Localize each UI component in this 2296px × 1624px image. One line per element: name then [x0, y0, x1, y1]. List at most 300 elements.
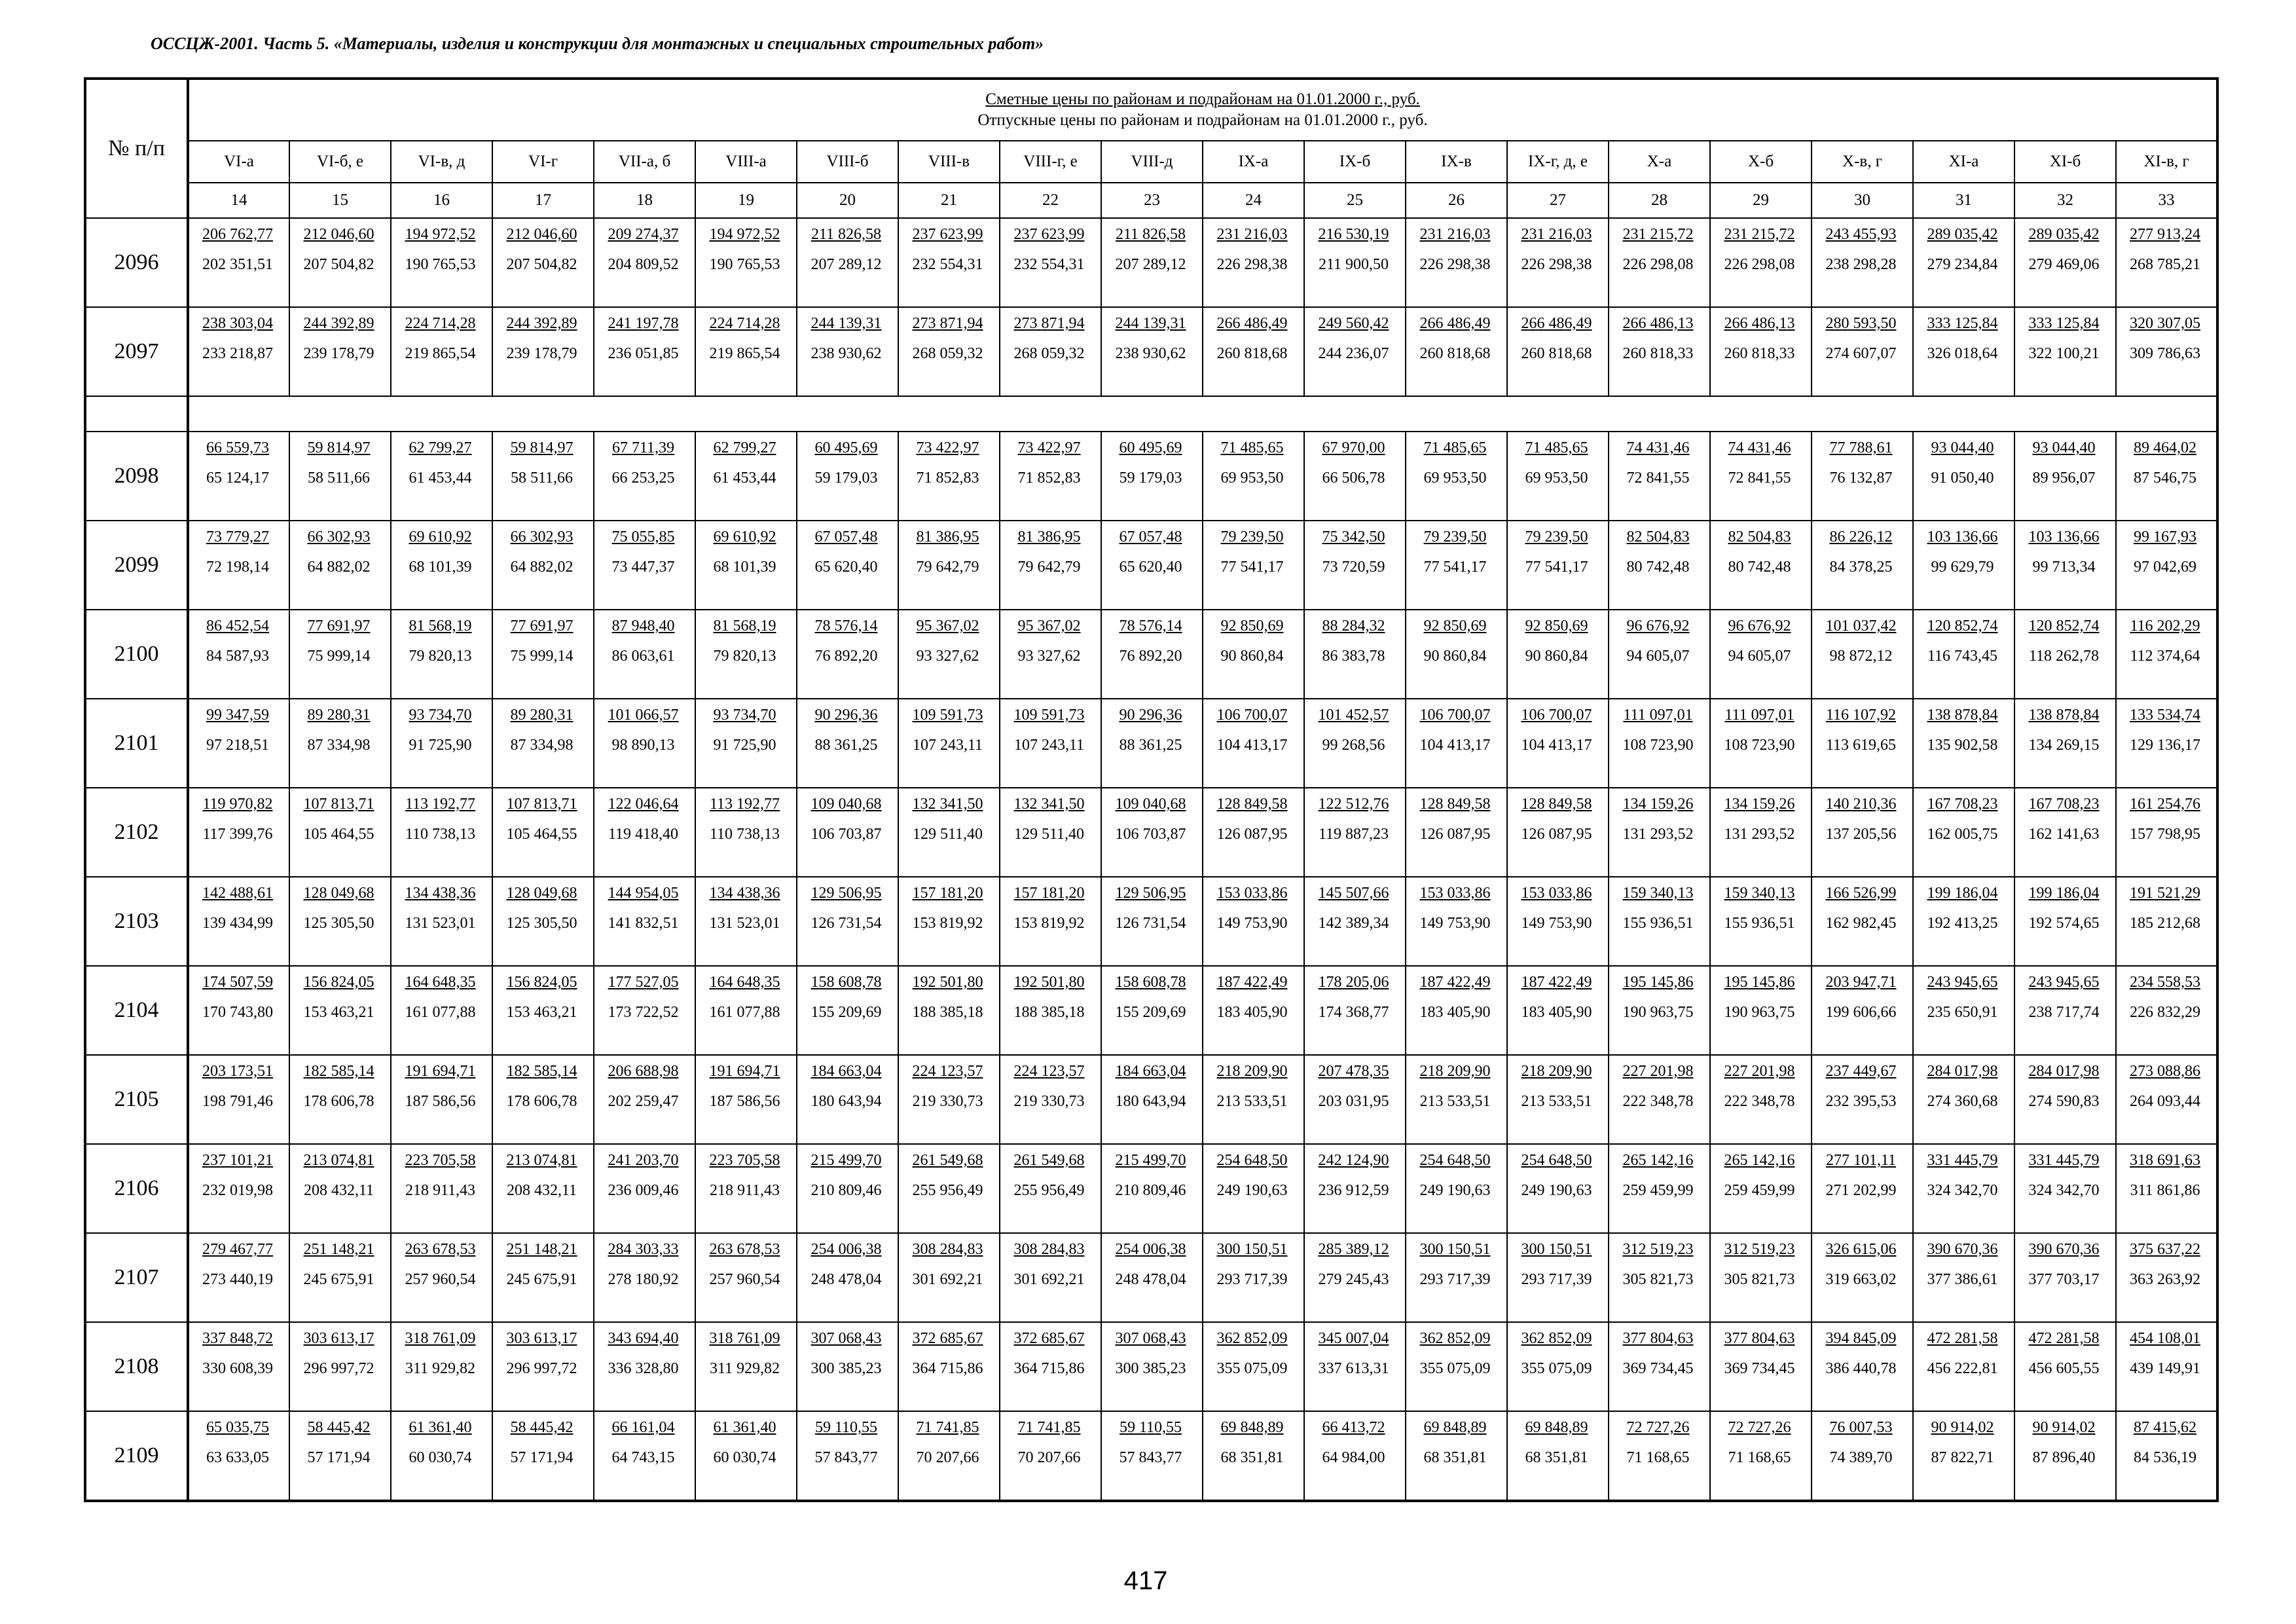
price-cell	[188, 1411, 289, 1501]
row-number: 2103	[85, 877, 188, 966]
release-price: 355 075,09	[1521, 1360, 1592, 1377]
estimate-price: 156 824,05	[303, 974, 374, 991]
release-price: 305 821,73	[1724, 1271, 1795, 1288]
estimate-price: 263 678,53	[405, 1241, 476, 1258]
price-cell	[898, 1233, 1000, 1322]
release-price: 364 715,86	[1013, 1360, 1085, 1377]
price-cell	[1203, 788, 1304, 877]
price-cell	[1406, 218, 1507, 307]
estimate-price: 254 648,50	[1521, 1152, 1592, 1169]
price-cell	[695, 1411, 797, 1501]
price-cell	[289, 610, 391, 699]
release-price: 61 453,44	[713, 470, 776, 487]
estimate-price: 66 413,72	[1322, 1419, 1385, 1436]
release-price: 90 860,84	[1220, 648, 1284, 665]
price-cell	[797, 218, 898, 307]
release-price: 70 207,66	[1017, 1449, 1081, 1466]
price-cell	[1000, 610, 1101, 699]
estimate-price: 61 361,40	[713, 1419, 776, 1436]
price-cell	[391, 966, 492, 1055]
estimate-price: 111 097,01	[1623, 707, 1693, 724]
release-price: 88 361,25	[1119, 737, 1182, 754]
price-cell	[695, 1144, 797, 1233]
estimate-price: 251 148,21	[506, 1241, 577, 1258]
price-cell	[1812, 788, 1913, 877]
release-price: 232 554,31	[1013, 256, 1085, 273]
estimate-price: 69 848,89	[1220, 1419, 1284, 1436]
price-cell	[1203, 1411, 1304, 1501]
release-price: 183 405,90	[1419, 1004, 1491, 1021]
estimate-price: 89 280,31	[307, 707, 371, 724]
estimate-price: 129 506,95	[1115, 885, 1186, 902]
release-price: 219 330,73	[912, 1093, 983, 1110]
release-price: 66 253,25	[611, 470, 675, 487]
price-cell	[2116, 1233, 2217, 1322]
row-number: 2098	[85, 432, 188, 521]
price-cell	[2116, 1411, 2217, 1501]
row-number: 2100	[85, 610, 188, 699]
price-cell	[2116, 610, 2217, 699]
estimate-price: 254 006,38	[811, 1241, 882, 1258]
price-cell	[1507, 788, 1609, 877]
release-price: 77 541,17	[1423, 559, 1487, 576]
estimate-price: 224 714,28	[709, 315, 780, 332]
estimate-price: 206 688,98	[608, 1063, 679, 1080]
release-price: 322 100,21	[2028, 345, 2100, 362]
estimate-price: 273 088,86	[2130, 1063, 2200, 1080]
price-cell	[1304, 966, 1406, 1055]
release-price: 377 386,61	[1927, 1271, 1998, 1288]
price-cell	[898, 1322, 1000, 1411]
column-number: 17	[492, 183, 594, 218]
price-cell	[1913, 610, 2014, 699]
price-cell	[2116, 218, 2217, 307]
column-number: 25	[1304, 183, 1406, 218]
price-cell	[492, 1233, 594, 1322]
release-price: 57 171,94	[510, 1449, 574, 1466]
release-price: 190 765,53	[709, 256, 780, 273]
price-cell	[1406, 1322, 1507, 1411]
estimate-price: 96 676,92	[1728, 618, 1791, 635]
estimate-price: 153 033,86	[1419, 885, 1491, 902]
release-price: 293 717,39	[1419, 1271, 1491, 1288]
price-cell	[2014, 521, 2116, 610]
price-cell	[594, 1055, 695, 1144]
release-price: 180 643,94	[811, 1093, 882, 1110]
release-price: 99 629,79	[1931, 559, 1994, 576]
release-price: 64 743,15	[611, 1449, 675, 1466]
release-price: 93 327,62	[1017, 648, 1081, 665]
estimate-price: 87 948,40	[611, 618, 675, 635]
price-cell	[594, 307, 695, 396]
release-price: 204 809,52	[608, 256, 679, 273]
price-cell	[289, 699, 391, 788]
release-price: 363 263,92	[2130, 1271, 2200, 1288]
price-cell	[1203, 877, 1304, 966]
release-price: 135 902,58	[1927, 737, 1998, 754]
estimate-price: 95 367,02	[916, 618, 979, 635]
price-cell	[492, 1144, 594, 1233]
release-price: 69 953,50	[1423, 470, 1487, 487]
release-price: 66 506,78	[1322, 470, 1385, 487]
price-cell	[188, 1055, 289, 1144]
estimate-price: 86 226,12	[1829, 528, 1893, 545]
estimate-price: 454 108,01	[2130, 1330, 2200, 1347]
price-cell	[797, 1233, 898, 1322]
price-cell	[1304, 521, 1406, 610]
estimate-price: 134 438,36	[709, 885, 780, 902]
price-cell	[1000, 218, 1101, 307]
estimate-price: 192 501,80	[1013, 974, 1085, 991]
release-price: 369 734,45	[1724, 1360, 1795, 1377]
estimate-price: 76 007,53	[1829, 1419, 1893, 1436]
estimate-price: 73 422,97	[1017, 439, 1081, 456]
release-price: 257 960,54	[709, 1271, 780, 1288]
price-cell	[1710, 1055, 1812, 1144]
estimate-price: 134 438,36	[405, 885, 476, 902]
price-cell	[289, 1322, 391, 1411]
estimate-price: 122 046,64	[608, 796, 679, 813]
release-price: 273 440,19	[202, 1271, 273, 1288]
estimate-price: 227 201,98	[1724, 1063, 1795, 1080]
estimate-price: 158 608,78	[811, 974, 882, 991]
estimate-price: 71 485,65	[1423, 439, 1487, 456]
estimate-price: 60 495,69	[814, 439, 878, 456]
price-cell	[1913, 1055, 2014, 1144]
estimate-price: 69 610,92	[713, 528, 776, 545]
price-cell	[1000, 1055, 1101, 1144]
table-row	[85, 1144, 2217, 1233]
release-price: 279 469,06	[2028, 256, 2100, 273]
price-cell	[1609, 1233, 1710, 1322]
row-number: 2101	[85, 699, 188, 788]
estimate-price: 142 488,61	[202, 885, 273, 902]
release-price: 61 453,44	[409, 470, 472, 487]
price-cell	[1101, 1144, 1203, 1233]
row-number: 2102	[85, 788, 188, 877]
price-cell	[1913, 307, 2014, 396]
release-price: 79 820,13	[409, 648, 472, 665]
release-price: 134 269,15	[2028, 737, 2100, 754]
estimate-price: 92 850,69	[1220, 618, 1284, 635]
price-cell	[1812, 877, 1913, 966]
price-cell	[1710, 877, 1812, 966]
price-cell	[1203, 1322, 1304, 1411]
estimate-price: 212 046,60	[506, 226, 577, 243]
release-price: 65 620,40	[1119, 559, 1182, 576]
price-cell	[1913, 432, 2014, 521]
release-price: 58 511,66	[510, 470, 574, 487]
price-cell	[2014, 877, 2116, 966]
table-row	[85, 1322, 2217, 1411]
release-price: 129 136,17	[2130, 737, 2200, 754]
release-price: 274 590,83	[2028, 1093, 2100, 1110]
price-cell	[2116, 966, 2217, 1055]
release-price: 131 293,52	[1724, 826, 1795, 843]
price-cell	[797, 610, 898, 699]
release-price: 174 368,77	[1318, 1004, 1389, 1021]
estimate-price: 60 495,69	[1119, 439, 1182, 456]
price-cell	[1710, 1322, 1812, 1411]
price-cell	[797, 1055, 898, 1144]
release-price: 126 087,95	[1419, 826, 1491, 843]
release-price: 183 405,90	[1216, 1004, 1288, 1021]
price-cell	[188, 1322, 289, 1411]
release-price: 60 030,74	[713, 1449, 776, 1466]
column-number: 32	[2014, 183, 2116, 218]
estimate-price: 81 568,19	[409, 618, 472, 635]
price-cell	[1710, 966, 1812, 1055]
estimate-price: 251 148,21	[303, 1241, 374, 1258]
estimate-price: 159 340,13	[1622, 885, 1694, 902]
separator-cell	[85, 396, 188, 432]
release-price: 72 198,14	[206, 559, 269, 576]
column-number: 14	[188, 183, 289, 218]
estimate-price: 375 637,22	[2130, 1241, 2200, 1258]
release-price: 249 190,63	[1419, 1182, 1491, 1199]
estimate-price: 331 445,79	[1927, 1152, 1998, 1169]
release-price: 106 703,87	[1115, 826, 1186, 843]
estimate-price: 113 192,77	[709, 796, 780, 813]
release-price: 301 692,21	[912, 1271, 983, 1288]
release-price: 162 005,75	[1927, 826, 1998, 843]
release-price: 278 180,92	[608, 1271, 679, 1288]
price-cell	[797, 521, 898, 610]
estimate-price: 66 302,93	[510, 528, 574, 545]
row-number: 2104	[85, 966, 188, 1055]
estimate-price: 81 568,19	[713, 618, 776, 635]
price-cell	[1609, 1055, 1710, 1144]
estimate-price: 277 913,24	[2130, 226, 2200, 243]
price-cell	[1507, 966, 1609, 1055]
price-cell	[1507, 699, 1609, 788]
price-cell	[1304, 432, 1406, 521]
price-cell	[1710, 218, 1812, 307]
estimate-price: 244 139,31	[1115, 315, 1186, 332]
price-cell	[898, 218, 1000, 307]
release-price: 439 149,91	[2130, 1360, 2200, 1377]
release-price: 208 432,11	[506, 1182, 577, 1199]
price-cell	[797, 1411, 898, 1501]
price-cell	[1710, 1233, 1812, 1322]
release-price: 91 050,40	[1931, 470, 1994, 487]
release-price: 190 963,75	[1622, 1004, 1694, 1021]
estimate-price: 285 389,12	[1318, 1241, 1389, 1258]
estimate-price: 106 700,07	[1521, 707, 1592, 724]
estimate-price: 113 192,77	[405, 796, 476, 813]
price-cell	[594, 432, 695, 521]
estimate-price: 333 125,84	[2028, 315, 2100, 332]
estimate-price: 77 691,97	[307, 618, 371, 635]
estimate-price: 107 813,71	[506, 796, 577, 813]
estimate-price: 88 284,32	[1322, 618, 1385, 635]
price-cell	[1304, 610, 1406, 699]
price-cell	[695, 788, 797, 877]
estimate-price: 103 136,66	[1927, 528, 1998, 545]
release-price: 79 820,13	[713, 648, 776, 665]
estimate-price: 318 691,63	[2130, 1152, 2200, 1169]
estimate-price: 343 694,40	[608, 1330, 679, 1347]
estimate-price: 73 422,97	[916, 439, 979, 456]
price-cell	[391, 307, 492, 396]
region-header: XI-в, г	[2116, 141, 2217, 183]
price-cell	[1710, 1411, 1812, 1501]
estimate-price: 128 849,58	[1419, 796, 1491, 813]
region-header: VI-г	[492, 141, 594, 183]
estimate-price: 243 945,65	[2028, 974, 2100, 991]
release-price: 226 298,38	[1216, 256, 1288, 273]
release-price: 75 999,14	[307, 648, 371, 665]
estimate-price: 59 814,97	[510, 439, 574, 456]
release-price: 355 075,09	[1419, 1360, 1491, 1377]
estimate-price: 234 558,53	[2130, 974, 2200, 991]
document-header: ОССЦЖ-2001. Часть 5. «Материалы, изделия и конструкции для монтажных и специальных строительных работ»	[151, 34, 1044, 53]
price-cell	[1304, 1233, 1406, 1322]
price-cell	[2014, 1233, 2116, 1322]
release-price: 178 606,78	[303, 1093, 374, 1110]
release-price: 142 389,34	[1318, 915, 1389, 932]
release-price: 91 725,90	[713, 737, 776, 754]
price-cell	[1406, 877, 1507, 966]
estimate-price: 74 431,46	[1626, 439, 1690, 456]
release-price: 68 101,39	[713, 559, 776, 576]
release-price: 125 305,50	[506, 915, 577, 932]
price-cell	[492, 432, 594, 521]
release-price: 219 865,54	[709, 345, 780, 362]
estimate-price: 120 852,74	[2028, 618, 2100, 635]
estimate-price: 266 486,13	[1724, 315, 1795, 332]
price-cell	[1101, 966, 1203, 1055]
price-cell	[1203, 610, 1304, 699]
estimate-price: 331 445,79	[2028, 1152, 2100, 1169]
estimate-price: 472 281,58	[1927, 1330, 1998, 1347]
price-cell	[594, 521, 695, 610]
price-cell	[492, 877, 594, 966]
release-price: 129 511,40	[912, 826, 983, 843]
price-cell	[1913, 1322, 2014, 1411]
table-row	[85, 610, 2217, 699]
estimate-price: 244 392,89	[303, 315, 374, 332]
release-price: 208 432,11	[303, 1182, 374, 1199]
estimate-price: 99 347,59	[206, 707, 269, 724]
price-cell	[2116, 307, 2217, 396]
release-price: 86 383,78	[1322, 648, 1385, 665]
price-cell	[1609, 1144, 1710, 1233]
estimate-price: 101 452,57	[1318, 707, 1389, 724]
release-price: 58 511,66	[307, 470, 371, 487]
estimate-price: 58 445,42	[307, 1419, 371, 1436]
price-cell	[1812, 432, 1913, 521]
price-cell	[1203, 1144, 1304, 1233]
price-cell	[1913, 521, 2014, 610]
estimate-price: 191 694,71	[405, 1063, 476, 1080]
estimate-price: 66 302,93	[307, 528, 371, 545]
estimate-price: 67 711,39	[611, 439, 675, 456]
estimate-price: 144 954,05	[608, 885, 679, 902]
release-price: 139 434,99	[202, 915, 273, 932]
section-separator-row	[85, 396, 2217, 432]
release-price: 296 997,72	[506, 1360, 577, 1377]
price-cell	[594, 877, 695, 966]
column-number: 20	[797, 183, 898, 218]
price-cell	[1812, 966, 1913, 1055]
release-price: 238 930,62	[1115, 345, 1186, 362]
release-price-title: Отпускные цены по районам и подрайонам на 01.01.2000 г., руб.	[977, 111, 1428, 129]
price-cell	[1101, 432, 1203, 521]
estimate-price: 153 033,86	[1521, 885, 1592, 902]
release-price: 118 262,78	[2028, 648, 2100, 665]
estimate-price: 67 057,48	[814, 528, 878, 545]
price-cell	[1406, 788, 1507, 877]
price-cell	[188, 432, 289, 521]
release-price: 239 178,79	[506, 345, 577, 362]
estimate-price: 307 068,43	[1115, 1330, 1186, 1347]
price-cell	[1406, 1411, 1507, 1501]
price-cell	[188, 1233, 289, 1322]
price-cell	[2116, 699, 2217, 788]
release-price: 71 852,83	[916, 470, 979, 487]
price-cell	[695, 1233, 797, 1322]
price-cell	[1507, 1233, 1609, 1322]
price-cell	[188, 877, 289, 966]
estimate-price: 266 486,49	[1419, 315, 1491, 332]
price-cell	[2014, 1322, 2116, 1411]
release-price: 126 087,95	[1216, 826, 1288, 843]
price-cell	[1203, 966, 1304, 1055]
release-price: 260 818,33	[1724, 345, 1795, 362]
estimate-price: 93 044,40	[1931, 439, 1994, 456]
release-price: 149 753,90	[1216, 915, 1288, 932]
column-number: 26	[1406, 183, 1507, 218]
release-price: 153 463,21	[303, 1004, 374, 1021]
price-cell	[2014, 1411, 2116, 1501]
price-cell	[1507, 1411, 1609, 1501]
release-price: 218 911,43	[709, 1182, 780, 1199]
release-price: 178 606,78	[506, 1093, 577, 1110]
estimate-price: 289 035,42	[2028, 226, 2100, 243]
price-cell	[391, 1144, 492, 1233]
release-price: 369 734,45	[1622, 1360, 1694, 1377]
release-price: 326 018,64	[1927, 345, 1998, 362]
price-cell	[492, 1411, 594, 1501]
release-price: 69 953,50	[1525, 470, 1588, 487]
release-price: 94 605,07	[1626, 648, 1690, 665]
price-cell	[391, 610, 492, 699]
estimate-price: 75 055,85	[611, 528, 675, 545]
price-cell	[898, 877, 1000, 966]
estimate-price: 81 386,95	[1017, 528, 1081, 545]
table-row	[85, 1233, 2217, 1322]
column-number: 21	[898, 183, 1000, 218]
release-price: 84 587,93	[206, 648, 269, 665]
release-price: 309 786,63	[2130, 345, 2200, 362]
estimate-price: 119 970,82	[202, 796, 273, 813]
estimate-price: 213 074,81	[303, 1152, 374, 1169]
price-cell	[2014, 699, 2116, 788]
release-price: 207 289,12	[811, 256, 882, 273]
price-cell	[391, 1411, 492, 1501]
release-price: 203 031,95	[1318, 1093, 1389, 1110]
price-cell	[2014, 788, 2116, 877]
price-cell	[1710, 788, 1812, 877]
column-number: 33	[2116, 183, 2217, 218]
release-price: 330 608,39	[202, 1360, 273, 1377]
price-cell	[2116, 877, 2217, 966]
release-price: 311 861,86	[2130, 1182, 2200, 1199]
release-price: 155 936,51	[1724, 915, 1795, 932]
estimate-price: 128 849,58	[1521, 796, 1592, 813]
estimate-price: 209 274,37	[608, 226, 679, 243]
